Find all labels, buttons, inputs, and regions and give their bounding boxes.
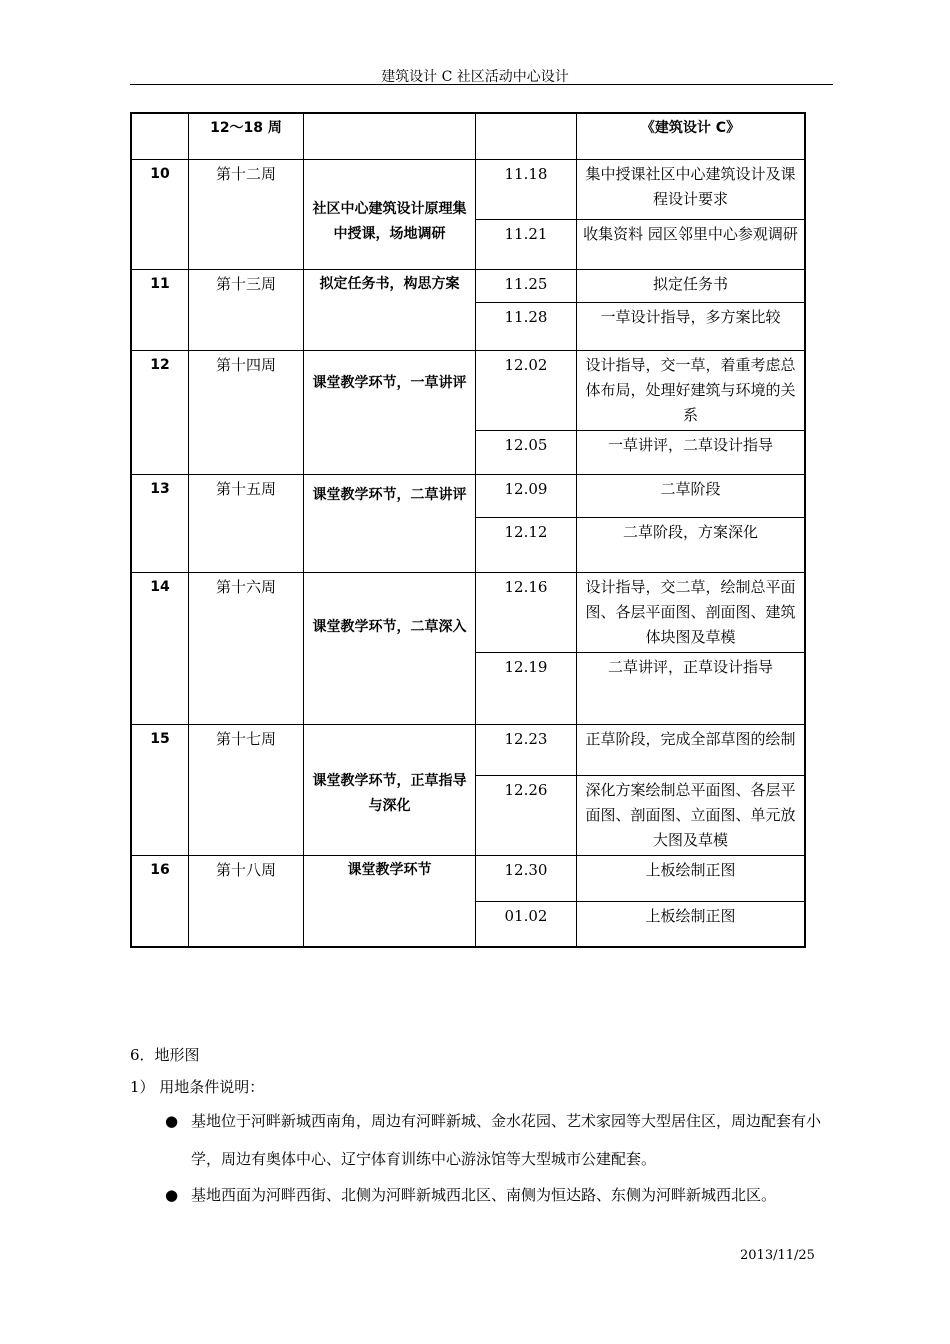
session-date: 11.18 [476, 159, 577, 219]
session-content: 集中授课社区中心建筑设计及课程设计要求 [577, 159, 806, 219]
row-topic: 拟定任务书，构思方案 [304, 269, 476, 350]
session-content: 设计指导，交一草，着重考虑总体布局，处理好建筑与环境的关系 [577, 350, 806, 430]
row-number: 13 [131, 474, 189, 572]
row-number: 15 [131, 724, 189, 855]
session-content: 设计指导，交二草，绘制总平面图、各层平面图、剖面图、建筑体块图及草模 [577, 572, 806, 652]
session-content: 拟定任务书 [577, 269, 806, 302]
subsection-heading: 1） 用地条件说明： [130, 1078, 265, 1096]
table-cell [476, 113, 577, 159]
session-date: 12.12 [476, 517, 577, 572]
list-item-text: 基地西面为河畔西街、北侧为河畔新城西北区、南侧为恒达路、东侧为河畔新城西北区。 [191, 1186, 777, 1204]
session-content: 二草阶段 [577, 474, 806, 517]
session-content: 收集资料 园区邻里中心参观调研 [577, 219, 806, 269]
header-divider [130, 84, 833, 85]
row-week: 第十七周 [189, 724, 304, 855]
row-topic: 课堂教学环节 [304, 855, 476, 947]
session-date: 12.19 [476, 652, 577, 724]
row-week: 第十三周 [189, 269, 304, 350]
session-content: 上板绘制正图 [577, 855, 806, 901]
row-topic: 课堂教学环节，正草指导与深化 [304, 724, 476, 855]
session-date: 11.25 [476, 269, 577, 302]
row-topic: 课堂教学环节，二草讲评 [304, 474, 476, 572]
row-week: 第十五周 [189, 474, 304, 572]
table-row [131, 350, 805, 430]
session-content: 一草设计指导，多方案比较 [577, 302, 806, 350]
table-cell [304, 113, 476, 159]
session-date: 01.02 [476, 901, 577, 947]
schedule-table [130, 112, 806, 948]
session-date: 12.26 [476, 775, 577, 855]
session-date: 12.23 [476, 724, 577, 775]
bullet-icon: ● [165, 1186, 179, 1204]
row-week: 第十四周 [189, 350, 304, 474]
table-row [131, 474, 805, 517]
list-item [165, 1102, 835, 1178]
row-number: 11 [131, 269, 189, 350]
session-content: 二草讲评，正草设计指导 [577, 652, 806, 724]
session-content: 一草讲评，二草设计指导 [577, 430, 806, 474]
table-cell [131, 113, 189, 159]
row-number: 12 [131, 350, 189, 474]
session-content: 正草阶段，完成全部草图的绘制 [577, 724, 806, 775]
row-number: 14 [131, 572, 189, 724]
section-heading: 6．地形图 [130, 1046, 200, 1064]
table-header-row [131, 113, 805, 159]
session-date: 12.05 [476, 430, 577, 474]
bullet-icon: ● [165, 1112, 179, 1130]
row-topic: 课堂教学环节，一草讲评 [304, 350, 476, 474]
weeks-range-cell: 12〜18 周 [189, 113, 304, 159]
table-row [131, 855, 805, 901]
page-header-title: 建筑设计 C 社区活动中心设计 [381, 69, 569, 85]
session-content: 二草阶段，方案深化 [577, 517, 806, 572]
table-row [131, 572, 805, 652]
session-date: 11.21 [476, 219, 577, 269]
footer-date: 2013/11/25 [740, 1248, 815, 1263]
table-row [131, 269, 805, 302]
session-content: 深化方案绘制总平面图、各层平面图、剖面图、立面图、单元放大图及草模 [577, 775, 806, 855]
session-date: 12.30 [476, 855, 577, 901]
row-topic: 社区中心建筑设计原理集中授课，场地调研 [304, 159, 476, 269]
row-week: 第十六周 [189, 572, 304, 724]
session-date: 12.02 [476, 350, 577, 430]
course-name-cell: 《建筑设计 C》 [577, 113, 806, 159]
row-number: 10 [131, 159, 189, 269]
session-date: 11.28 [476, 302, 577, 350]
session-date: 12.09 [476, 474, 577, 517]
table-row [131, 159, 805, 219]
row-number: 16 [131, 855, 189, 947]
list-item-text: 基地位于河畔新城西南角，周边有河畔新城、金水花园、艺术家园等大型居住区，周边配套有小学，周边有奥体中心、辽宁体育训练中心游泳馆等大型城市公建配套。 [191, 1112, 822, 1168]
row-topic: 课堂教学环节，二草深入 [304, 572, 476, 724]
row-week: 第十八周 [189, 855, 304, 947]
row-week: 第十二周 [189, 159, 304, 269]
list-item [165, 1176, 835, 1214]
session-content: 上板绘制正图 [577, 901, 806, 947]
table-row [131, 724, 805, 775]
session-date: 12.16 [476, 572, 577, 652]
